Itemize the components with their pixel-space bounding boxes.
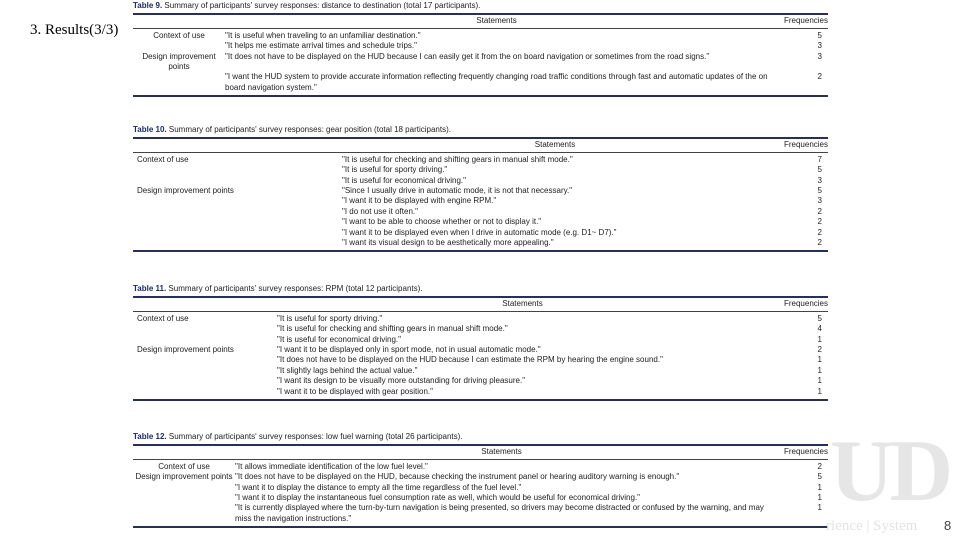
- row-category: Design improvement points: [137, 186, 234, 196]
- header-frequencies: Frequencies: [783, 447, 828, 457]
- row-frequency: 1: [817, 334, 822, 344]
- table-label: Table 12.: [133, 432, 167, 441]
- row-statement: "I want its design to be visually more outstanding for driving pleasure.": [277, 376, 526, 386]
- table-label: Table 11.: [133, 284, 167, 293]
- table-caption: [133, 1, 828, 11]
- row-statement: "It is useful for economical driving.": [342, 175, 466, 185]
- row-frequency: 5: [817, 313, 822, 323]
- row-category: [133, 228, 342, 238]
- row-statement: "I want it to display the distance to empty all the time regardless of the fuel level.": [235, 482, 522, 492]
- table-caption-text: Summary of participants' survey responses: low fuel warning (total 26 participants).: [166, 432, 463, 441]
- header-category: [133, 16, 225, 26]
- header-frequencies: Frequencies: [783, 140, 828, 150]
- table-header: [133, 139, 828, 152]
- table-9: [133, 1, 828, 97]
- header-frequencies: Frequencies: [783, 16, 828, 26]
- table-header: [133, 15, 828, 28]
- row-statement: "It is useful for checking and shifting gears in manual shift mode.": [342, 154, 573, 164]
- row-frequency: 7: [817, 154, 822, 164]
- row-statement: "It does not have to be displayed on the HUD because I can estimate the RPM by hearing the engine sound.": [277, 355, 663, 365]
- table-11: [133, 284, 828, 401]
- watermark-logo: UD: [830, 432, 950, 512]
- table-caption: [133, 125, 828, 135]
- header-category: [133, 140, 342, 150]
- table-10: [133, 125, 828, 252]
- row-category: [133, 176, 342, 186]
- row-category: [133, 41, 225, 51]
- row-statement: "It is currently displayed where the turn-by-turn navigation is being presented, so drivers may become distracted or confused by the warning, and may miss the navigation instructions.": [235, 503, 764, 523]
- row-category: [133, 483, 235, 493]
- slide-title: 3. Results(3/3): [30, 22, 119, 38]
- row-frequency: 1: [817, 376, 822, 386]
- table-header: [133, 298, 828, 311]
- watermark-subtitle: rience | System: [826, 518, 918, 534]
- row-statement: "It helps me estimate arrival times and schedule trips.": [225, 41, 417, 51]
- row-frequency: 5: [817, 472, 822, 482]
- row-frequency: 2: [817, 206, 822, 216]
- row-statement: "I want it to be displayed only in sport mode, not in usual automatic mode.": [277, 345, 541, 355]
- row-category: Design improvement points: [135, 472, 233, 482]
- table-header: [133, 446, 828, 459]
- row-frequency: 3: [817, 175, 822, 185]
- row-statement: "I want to be able to choose whether or not to display it.": [342, 217, 542, 227]
- table-label: Table 10.: [133, 125, 167, 134]
- row-category: [133, 217, 342, 227]
- row-category: [133, 503, 235, 524]
- page-number: 8: [944, 518, 952, 533]
- row-category: [133, 376, 277, 386]
- row-category: [133, 196, 342, 206]
- row-statement: "It is useful for economical driving.": [277, 334, 401, 344]
- row-statement: "I want it to be displayed with engine RPM.": [342, 196, 497, 206]
- row-category: [133, 355, 277, 365]
- table-caption: [133, 284, 828, 294]
- row-statement: "It is useful for sporty driving.": [277, 313, 383, 323]
- row-frequency: 5: [817, 186, 822, 196]
- table-body: [133, 153, 828, 253]
- row-statement: "It is useful when traveling to an unfamiliar destination.": [225, 30, 421, 40]
- row-category: Design improvement points: [142, 51, 216, 72]
- row-category: Context of use: [158, 461, 210, 471]
- row-frequency: 5: [817, 165, 822, 175]
- row-category: [133, 387, 277, 397]
- header-frequencies: Frequencies: [783, 299, 828, 309]
- table-label: Table 9.: [133, 1, 163, 10]
- row-frequency: 3: [817, 196, 822, 206]
- table-caption: [133, 432, 828, 442]
- row-frequency: 1: [817, 386, 822, 396]
- row-frequency: 1: [817, 493, 822, 503]
- row-statement: "It does not have to be displayed on the HUD because I can easily get it from the on board navigation or sometimes from the road signs.": [225, 51, 710, 61]
- row-category: Design improvement points: [137, 345, 234, 355]
- row-statement: "It slightly lags behind the actual value.": [277, 365, 418, 375]
- row-statement: "It is useful for checking and shifting gears in manual shift mode.": [277, 324, 508, 334]
- header-statements: Statements: [502, 299, 543, 309]
- header-statements: Statements: [534, 140, 576, 150]
- row-category: [133, 207, 342, 217]
- row-frequency: 4: [817, 324, 822, 334]
- table-caption-text: Summary of participants' survey responses: distance to destination (total 17 participants).: [162, 1, 481, 10]
- row-frequency: 5: [817, 30, 822, 40]
- table-body: [133, 460, 828, 528]
- row-frequency: 2: [817, 461, 822, 471]
- row-category: [133, 366, 277, 376]
- row-frequency: 3: [817, 51, 822, 61]
- row-statement: "I want the HUD system to provide accurate information reflecting frequently changing road traffic conditions through fast and automatic updates of the on board navigation system.": [225, 72, 768, 92]
- row-statement: "I want it to be displayed even when I drive in automatic mode (e.g. D1~ D7).": [342, 227, 617, 237]
- row-category: [133, 493, 235, 503]
- header-category: [133, 447, 235, 457]
- row-frequency: 2: [817, 72, 822, 82]
- table-caption-text: Summary of participants' survey responses: gear position (total 18 participants).: [166, 125, 451, 134]
- row-category: [133, 72, 225, 93]
- row-frequency: 2: [817, 238, 822, 248]
- row-category: [133, 335, 277, 345]
- row-category: [133, 324, 277, 334]
- header-statements: Statements: [481, 447, 522, 457]
- header-statements: Statements: [476, 16, 517, 26]
- row-category: Context of use: [153, 30, 205, 40]
- row-frequency: 1: [817, 482, 822, 492]
- table-body: [133, 29, 828, 97]
- header-category: [133, 299, 277, 309]
- row-frequency: 2: [817, 217, 822, 227]
- row-statement: "I want it to display the instantaneous fuel consumption rate as well, which would be useful for economical driving.": [235, 493, 641, 503]
- row-statement: "It is useful for sporty driving.": [342, 165, 448, 175]
- row-statement: "I want its visual design to be aesthetically more appealing.": [342, 238, 554, 248]
- row-category: Context of use: [137, 154, 189, 164]
- row-statement: "It allows immediate identification of the low fuel level.": [235, 461, 428, 471]
- row-category: [133, 165, 342, 175]
- row-frequency: 1: [817, 355, 822, 365]
- row-frequency: 3: [817, 41, 822, 51]
- row-statement: "I want it to be displayed with gear position.": [277, 386, 433, 396]
- row-frequency: 1: [817, 365, 822, 375]
- table-caption-text: Summary of participants' survey responses: RPM (total 12 participants).: [166, 284, 423, 293]
- table-12: [133, 432, 828, 528]
- row-statement: "Since I usually drive in automatic mode, it is not that necessary.": [342, 186, 573, 196]
- row-category: [133, 238, 342, 248]
- table-body: [133, 312, 828, 401]
- row-category: Context of use: [137, 313, 189, 323]
- row-statement: "It does not have to be displayed on the HUD, because checking the instrument panel or hearing auditory warning is enough.": [235, 472, 680, 482]
- row-frequency: 2: [817, 227, 822, 237]
- row-frequency: 2: [817, 345, 822, 355]
- row-statement: "I do not use it often.": [342, 206, 418, 216]
- row-frequency: 1: [817, 503, 822, 513]
